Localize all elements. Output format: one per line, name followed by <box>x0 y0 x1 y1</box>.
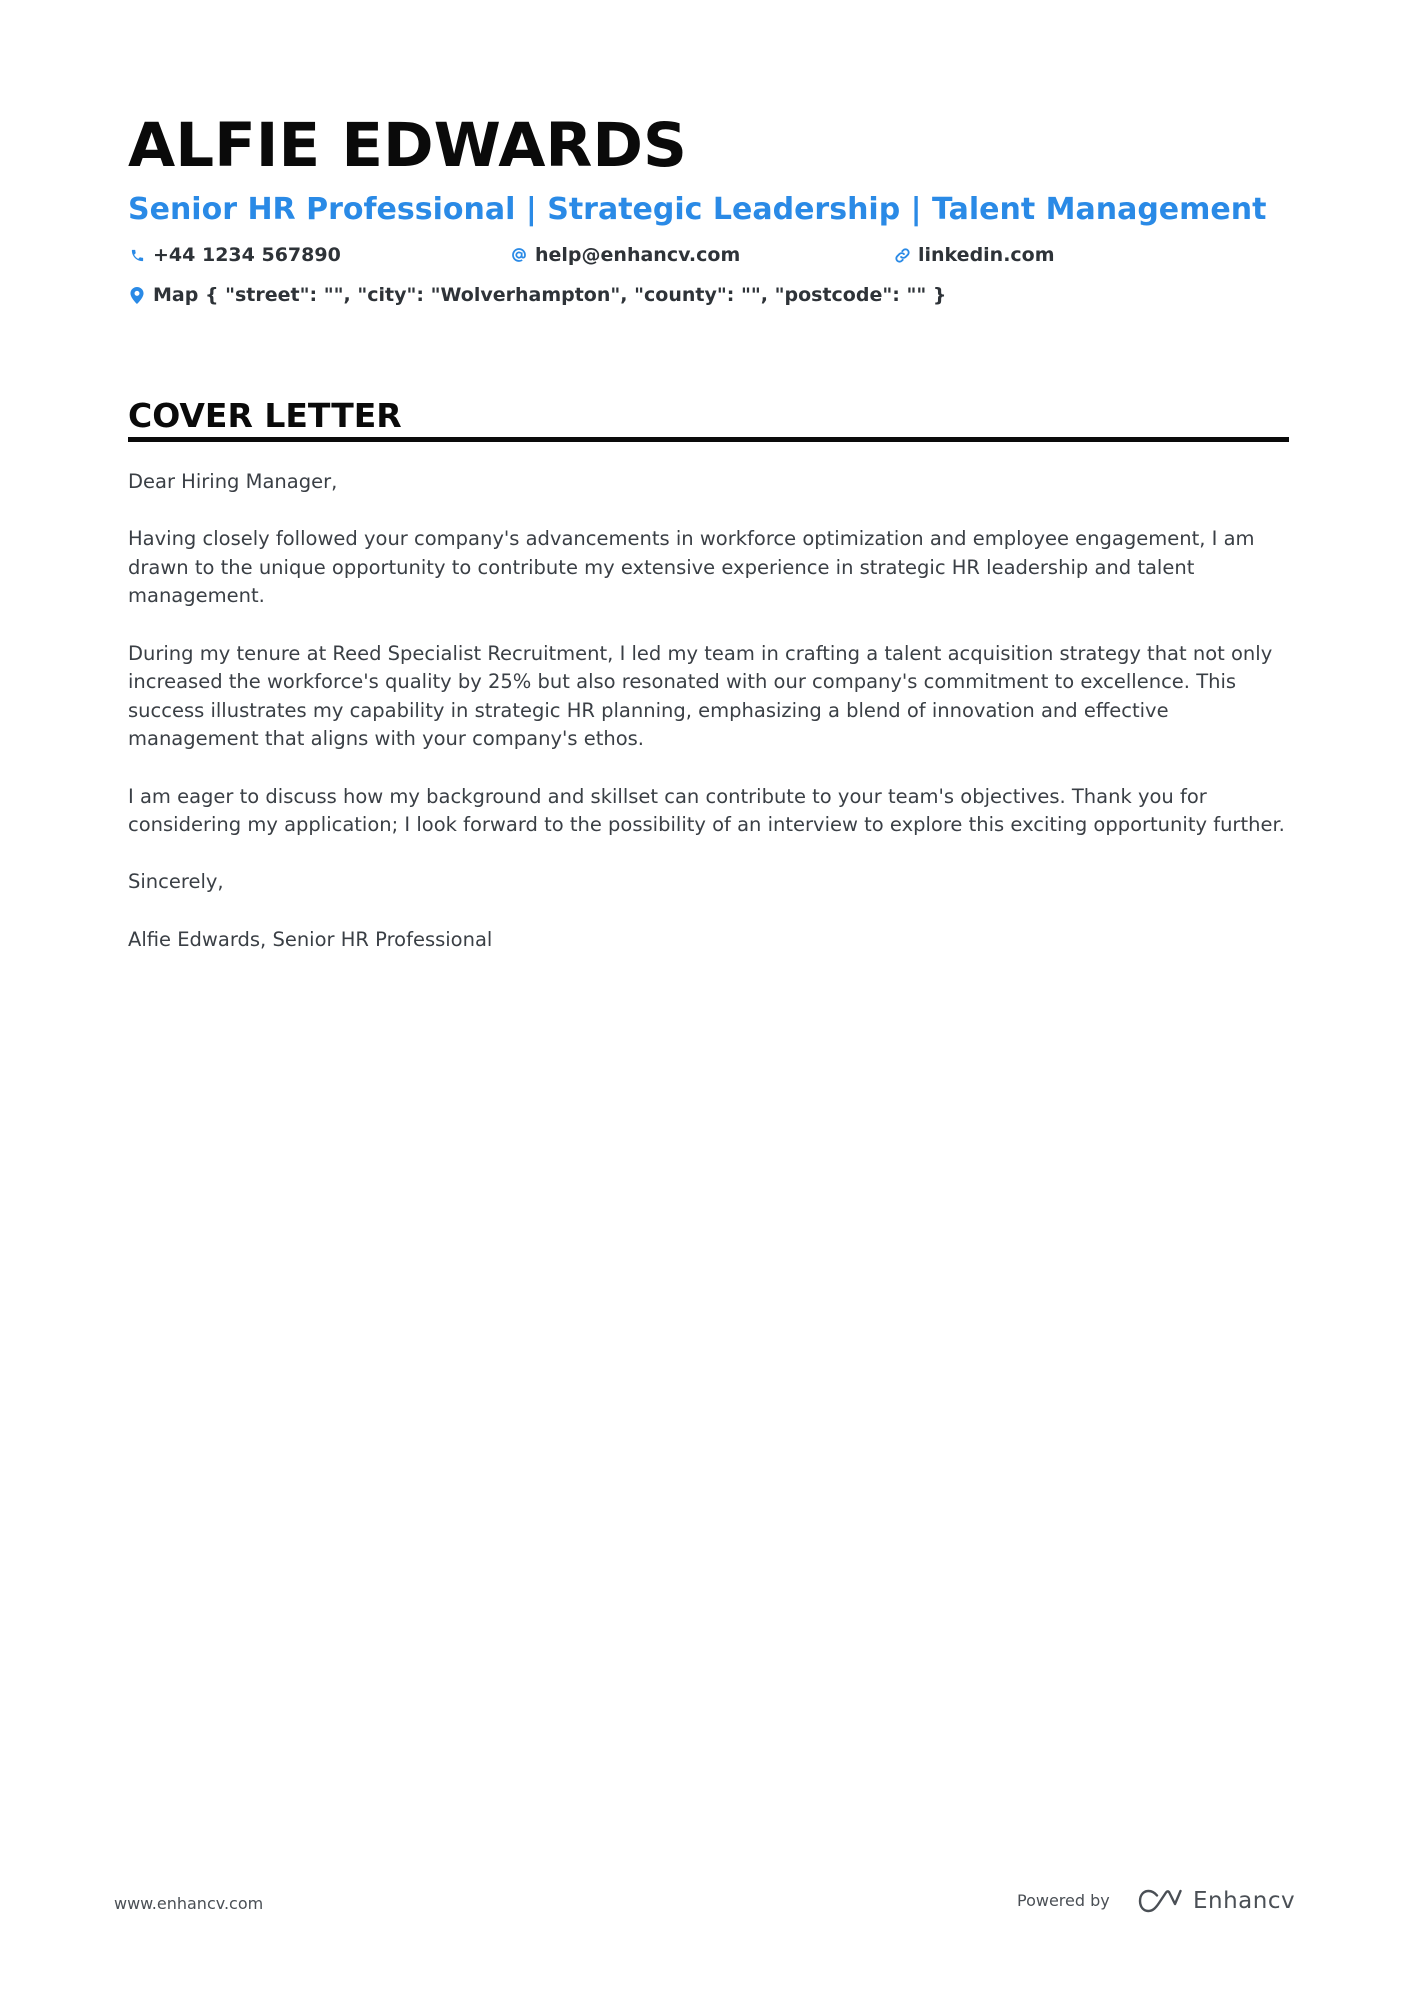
letter-paragraph: I am eager to discuss how my background and skillset can contribute to your team's objectives. Thank you for considering my application; I look forward to the possibility of an interview to explore this exciting opportunity further. <box>128 784 1285 837</box>
letter-greeting: Dear Hiring Manager, <box>128 470 338 493</box>
phone-number: +44 1234 567890 <box>153 244 341 266</box>
letter-paragraph: Having closely followed your company's advancements in workforce optimization and employee engagement, I am drawn to the unique opportunity to contribute my extensive experience in strategic HR leadership and talent management. <box>128 527 1255 608</box>
footer-powered-by: Powered by <box>1017 1891 1110 1910</box>
contact-phone <box>128 242 341 268</box>
footer-brand-name: Enhancv <box>1193 1888 1296 1914</box>
contact-location <box>128 282 946 308</box>
email-address[interactable]: help@enhancv.com <box>535 244 741 266</box>
section-title: COVER LETTER <box>128 396 402 435</box>
contact-linkedin <box>893 242 1055 268</box>
footer-website[interactable]: www.enhancv.com <box>114 1894 264 1913</box>
at-icon <box>510 246 528 264</box>
letter-body <box>128 468 1293 983</box>
location-text: Map { "street": "", "city": "Wolverhampton", "county": "", "postcode": "" } <box>153 284 947 306</box>
location-pin-icon <box>128 286 146 304</box>
linkedin-link[interactable]: linkedin.com <box>918 244 1055 266</box>
letter-signature: Alfie Edwards, Senior HR Professional <box>128 927 493 951</box>
enhancv-logo-icon <box>1137 1888 1183 1914</box>
candidate-headline: Senior HR Professional | Strategic Leadership | Talent Management <box>128 192 1267 227</box>
letter-closing: Sincerely, <box>128 870 224 894</box>
link-icon <box>893 246 911 264</box>
footer-brand-logo[interactable] <box>1137 1884 1295 1918</box>
phone-icon <box>128 246 146 264</box>
section-divider <box>128 437 1289 442</box>
contact-email <box>510 242 740 268</box>
letter-paragraph: During my tenure at Reed Specialist Recruitment, I led my team in crafting a talent acquisition strategy that not only increased the workforce's quality by 25% but also resonated with our company's commitment to excellence. This success illustrates my capability in strategic HR planning, emphasizing a blend of innovation and effective management that aligns with your company's ethos. <box>128 641 1273 751</box>
candidate-name: ALFIE EDWARDS <box>128 110 687 181</box>
